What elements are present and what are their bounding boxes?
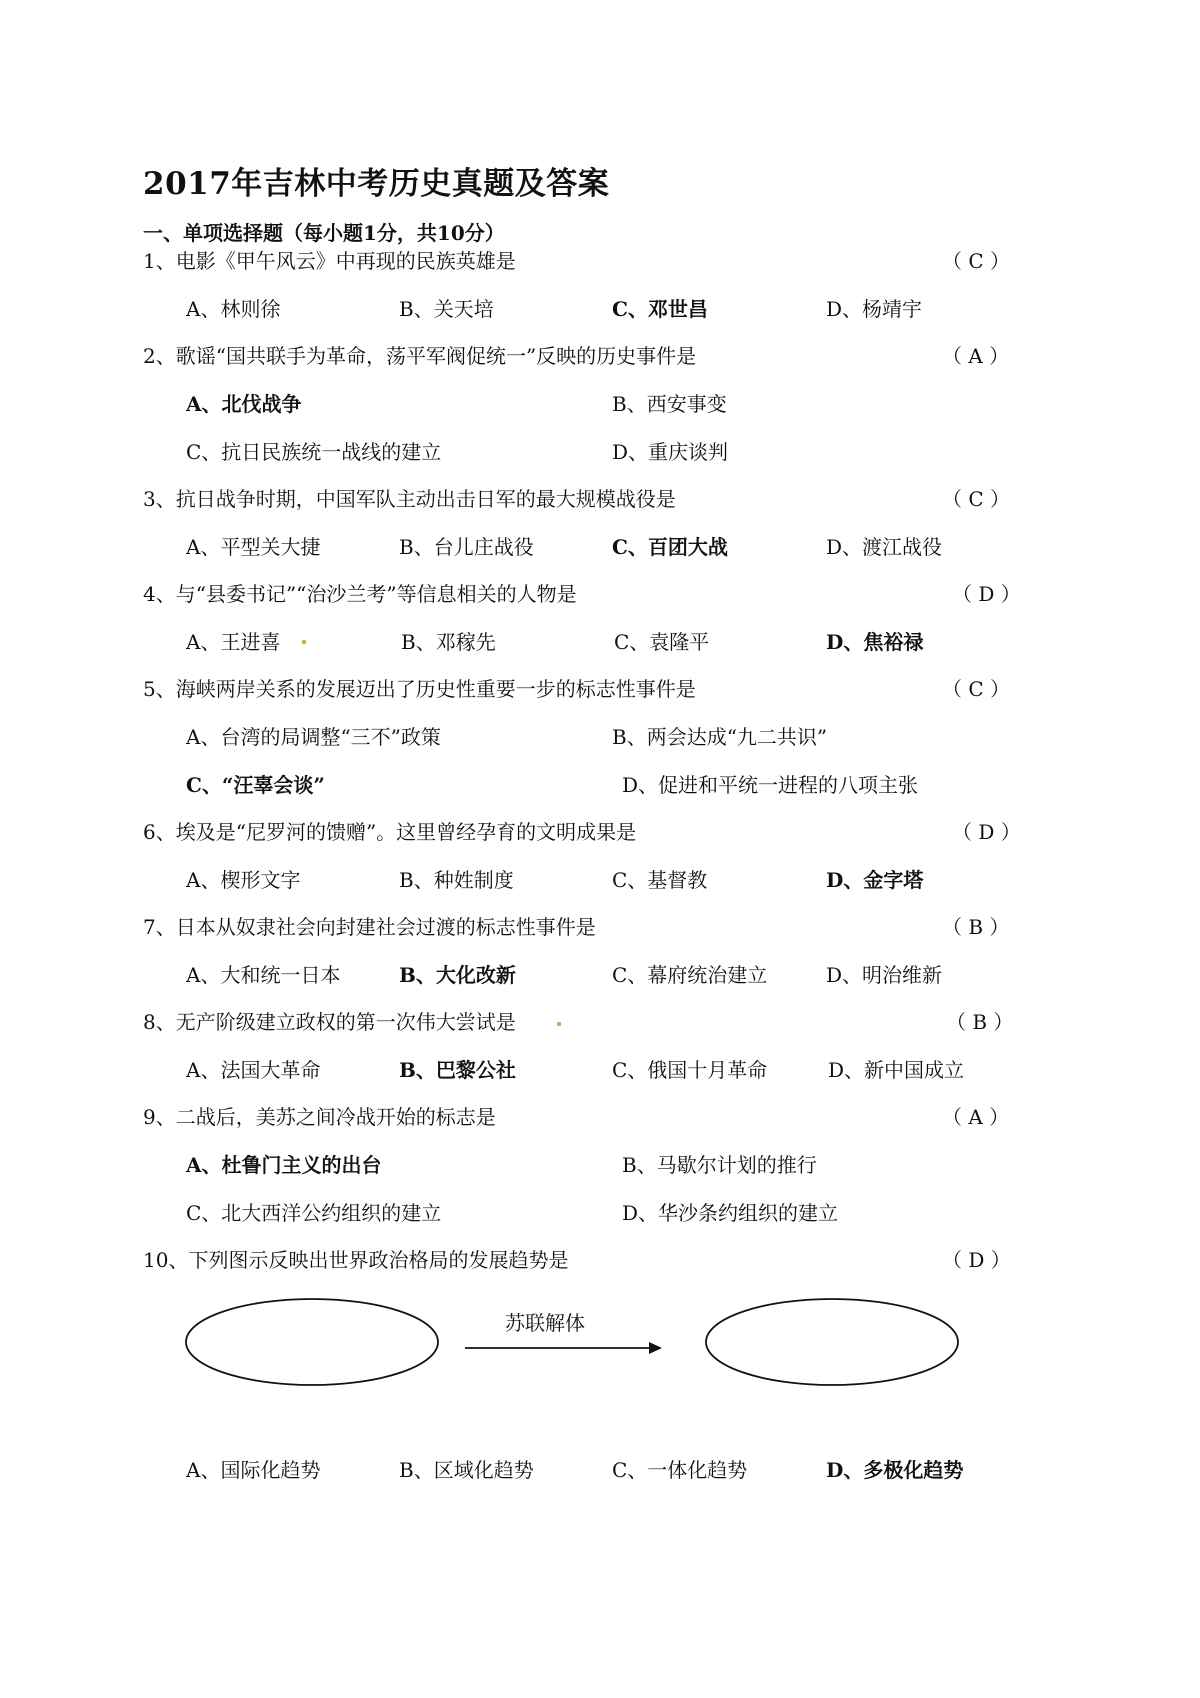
q7-option-d: D、明治维新 bbox=[826, 963, 943, 987]
q4-option-d: D、焦裕禄 bbox=[826, 630, 924, 654]
q8-option-a: A、法国大革命 bbox=[186, 1058, 321, 1082]
before-ellipse bbox=[186, 1299, 438, 1385]
q2-option-d: D、重庆谈判 bbox=[612, 440, 729, 464]
question-5: 5、海峡两岸关系的发展迈出了历史性重要一步的标志性事件是 bbox=[143, 677, 696, 701]
q6-option-c: C、基督教 bbox=[612, 868, 708, 892]
q2-option-a: A、北伐战争 bbox=[186, 392, 302, 416]
q1-option-c: C、邓世昌 bbox=[612, 297, 708, 321]
question-3: 3、抗日战争时期，中国军队主动出击日军的最大规模战役是 bbox=[143, 487, 676, 511]
q5-option-d: D、促进和平统一进程的八项主张 bbox=[622, 773, 919, 797]
q4-option-b: B、邓稼先 bbox=[401, 630, 496, 654]
q9-option-b: B、马歇尔计划的推行 bbox=[622, 1153, 817, 1177]
q3-option-d: D、渡江战役 bbox=[826, 535, 943, 559]
q9-option-c: C、北大西洋公约组织的建立 bbox=[186, 1201, 442, 1225]
answer-1: （ C ） bbox=[942, 249, 1011, 273]
q1-option-d: D、杨靖宇 bbox=[826, 297, 923, 321]
question-2: 2、歌谣“国共联手为革命，荡平军阀促统一”反映的历史事件是 bbox=[143, 344, 697, 368]
page-title: 2017年吉林中考历史真题及答案 bbox=[143, 166, 610, 202]
q8-option-c: C、俄国十月革命 bbox=[612, 1058, 768, 1082]
q7-option-c: C、幕府统治建立 bbox=[612, 963, 768, 987]
q6-option-d: D、金字塔 bbox=[826, 868, 924, 892]
q5-option-a: A、台湾的局调整“三不”政策 bbox=[186, 725, 441, 749]
q1-option-a: A、林则徐 bbox=[186, 297, 281, 321]
question-10: 10、下列图示反映出世界政治格局的发展趋势是 bbox=[143, 1248, 569, 1272]
answer-3: （ C ） bbox=[942, 487, 1011, 511]
q2-option-c: C、抗日民族统一战线的建立 bbox=[186, 440, 442, 464]
arrow-head bbox=[649, 1342, 662, 1354]
q7-option-a: A、大和统一日本 bbox=[186, 963, 341, 987]
q1-option-b: B、关天培 bbox=[399, 297, 494, 321]
after-ellipse bbox=[706, 1299, 958, 1385]
q6-option-b: B、种姓制度 bbox=[399, 868, 514, 892]
question-8: 8、无产阶级建立政权的第一次伟大尝试是 bbox=[143, 1010, 516, 1034]
q4-option-a: A、王进喜 bbox=[186, 630, 281, 654]
q8-option-b: B、巴黎公社 bbox=[399, 1058, 516, 1082]
section-heading: 一、单项选择题（每小题1分，共10分） bbox=[143, 221, 505, 245]
question-9: 9、二战后，美苏之间冷战开始的标志是 bbox=[143, 1105, 496, 1129]
q8-option-d: D、新中国成立 bbox=[828, 1058, 965, 1082]
q9-option-d: D、华沙条约组织的建立 bbox=[622, 1201, 839, 1225]
q10-option-b: B、区域化趋势 bbox=[399, 1458, 534, 1482]
q7-option-b: B、大化改新 bbox=[399, 963, 516, 987]
answer-8: （ B ） bbox=[946, 1010, 1014, 1034]
q9-option-a: A、杜鲁门主义的出台 bbox=[186, 1153, 382, 1177]
q4-option-c: C、袁隆平 bbox=[614, 630, 710, 654]
question-7: 7、日本从奴隶社会向封建社会过渡的标志性事件是 bbox=[143, 915, 596, 939]
question-1: 1、电影《甲午风云》中再现的民族英雄是 bbox=[143, 249, 516, 273]
q10-option-a: A、国际化趋势 bbox=[186, 1458, 321, 1482]
answer-4: （ D ） bbox=[952, 582, 1021, 606]
q10-option-d: D、多极化趋势 bbox=[826, 1458, 964, 1482]
question-6: 6、埃及是“尼罗河的馈赠”。这里曾经孕育的文明成果是 bbox=[143, 820, 637, 844]
q6-option-a: A、楔形文字 bbox=[186, 868, 301, 892]
question-4: 4、与“县委书记”“治沙兰考”等信息相关的人物是 bbox=[143, 582, 577, 606]
answer-7: （ B ） bbox=[942, 915, 1010, 939]
q3-option-a: A、平型关大捷 bbox=[186, 535, 321, 559]
q3-option-b: B、台儿庄战役 bbox=[399, 535, 534, 559]
q3-option-c: C、百团大战 bbox=[612, 535, 728, 559]
q2-option-b: B、西安事变 bbox=[612, 392, 727, 416]
answer-10: （ D ） bbox=[942, 1248, 1011, 1272]
q5-option-c: C、“汪辜会谈” bbox=[186, 773, 325, 797]
q5-option-b: B、两会达成“九二共识” bbox=[612, 725, 828, 749]
answer-5: （ C ） bbox=[942, 677, 1011, 701]
answer-6: （ D ） bbox=[952, 820, 1021, 844]
answer-2: （ A ） bbox=[942, 344, 1010, 368]
answer-9: （ A ） bbox=[942, 1105, 1010, 1129]
arrow-label: 苏联解体 bbox=[505, 1311, 585, 1335]
q10-option-c: C、一体化趋势 bbox=[612, 1458, 748, 1482]
